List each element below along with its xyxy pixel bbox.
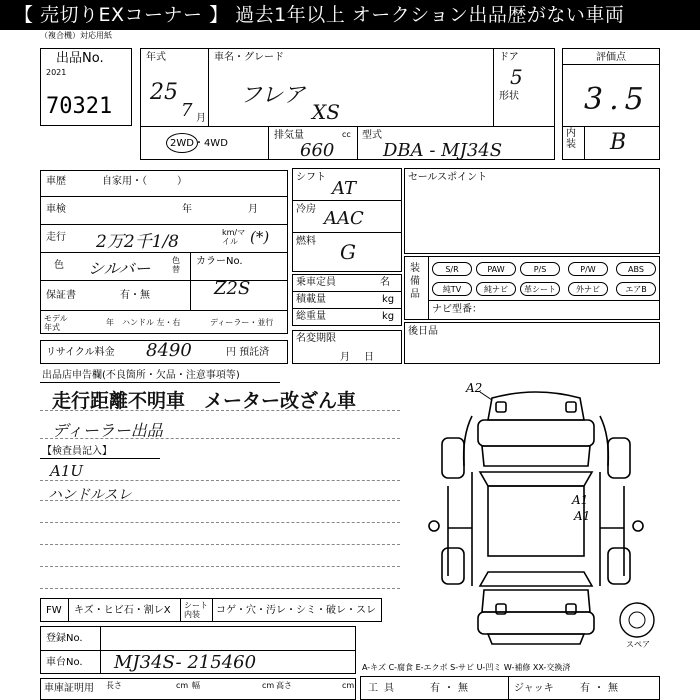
doors-label: ドア [499, 52, 519, 63]
inspector-line1: A1U [50, 462, 84, 480]
diagram-a1b: A1 [574, 509, 591, 523]
diagram-a1a: A1 [572, 493, 589, 507]
equipment-label: 装備品 [410, 263, 420, 300]
equipment-item-row2-2: 革シート [520, 282, 560, 296]
recycle-value: 8490 [146, 340, 192, 361]
history-options: 自家用・（ ） [102, 176, 187, 187]
year-month-unit: 月 [196, 113, 206, 124]
tools-label: 工具 [368, 683, 400, 694]
change-deadline-label: 名変期限 [296, 333, 336, 344]
mileage-label: 走行 [46, 232, 66, 243]
color-code: Z2S [214, 278, 251, 299]
post-install-label: 後日品 [408, 326, 438, 337]
color-label: 色 [54, 260, 64, 271]
cert-length: 長さ [106, 681, 122, 690]
color-code-label: カラーNo. [196, 256, 243, 267]
rating-label: 評価点 [596, 52, 626, 63]
equipment-item-row1-2: P/S [520, 262, 560, 276]
change-deadline-unit: 月日 [340, 352, 388, 363]
inspection-year: 年 [182, 204, 192, 215]
type-value: DBA - MJ34S [383, 140, 503, 161]
equipment-item-row1-3: P/W [568, 262, 608, 276]
shift-value: AT [332, 178, 357, 199]
sales-point-label: セールスポイント [408, 172, 488, 183]
chassis-label: 車台No. [46, 657, 83, 668]
load-label: 積載量 [296, 294, 326, 305]
load-unit: kg [382, 294, 395, 305]
inspection-month: 月 [248, 204, 258, 215]
damage-legend: A-キズ C-腐食 E-エクボ S-サビ U-凹ミ W-補修 XX-交換済 [362, 663, 571, 672]
displacement-value: 660 [300, 140, 335, 161]
model-year-handle: ハンドル 左・右 [122, 318, 181, 327]
recycle-label: リサイクル料金 [46, 347, 115, 358]
cert-unit-2: cm [262, 681, 275, 690]
post-install-box [404, 322, 660, 364]
gross-unit: kg [382, 311, 395, 322]
chassis-value: MJ34S- 215460 [114, 652, 257, 673]
model-year-dealer: ディーラー・並行 [210, 318, 274, 327]
mileage-note: (*) [250, 228, 270, 246]
warranty-options: 有・無 [120, 290, 150, 301]
lot-year-tag: 2021 [46, 68, 67, 77]
fuel-value: G [340, 240, 356, 264]
aircon-value: AAC [324, 208, 364, 229]
displacement-label: 排気量 [274, 130, 304, 141]
lot-number: 70321 [46, 94, 113, 119]
year-month: 7 [181, 100, 193, 121]
equipment-item-row1-0: S/R [432, 262, 472, 276]
warranty-label: 保証書 [46, 290, 76, 301]
registration-label: 登録No. [46, 633, 83, 644]
header-title: 【 売切りEXコーナー 】 過去1年以上 オークション出品歴がない車両 [14, 4, 625, 26]
diagram-a2: A2 [466, 381, 483, 395]
recycle-unit: 円 預託済 [226, 347, 270, 358]
color-sub: 色替 [172, 256, 180, 274]
jack-label: ジャッキ [514, 683, 554, 694]
fuel-label: 燃料 [296, 236, 316, 247]
inspector-line2: ハンドルスレ [48, 487, 132, 503]
doors-value: 5 [510, 65, 523, 89]
capacity-label: 乗車定員 [296, 277, 336, 288]
notes-line1: 走行距離不明車 メーター改ざん車 [52, 390, 357, 412]
gross-label: 総重量 [296, 311, 326, 322]
navi-label: ナビ型番： [432, 304, 482, 315]
page-header [0, 0, 700, 30]
shift-label: シフト [296, 172, 326, 183]
cert-unit-1: cm [176, 681, 189, 690]
legend-seat: シート内装 [184, 601, 208, 619]
cert-width: 幅 [192, 681, 200, 690]
equipment-item-row2-3: 外ナビ [568, 282, 608, 296]
equipment-item-row2-1: 純ナビ [476, 282, 516, 296]
capacity-unit: 名 [380, 277, 390, 288]
model-year-year: 年 [106, 318, 114, 327]
history-label: 車歴 [46, 176, 66, 187]
lot-label: 出品No. [56, 51, 104, 66]
cert-unit-3: cm [342, 681, 355, 690]
spare-label: スペア [626, 640, 650, 649]
model-grade: XS [312, 100, 340, 124]
legend-text: キズ・ヒビ石・割レX [74, 605, 171, 616]
shape-label: 形状 [499, 91, 519, 102]
interior-label: 内装 [566, 128, 576, 150]
model-name: フレア [240, 83, 306, 108]
jack-options: 有・無 [580, 683, 622, 694]
year-label: 年式 [146, 52, 166, 63]
notes-label: 出品店申告欄(不良箇所・欠品・注意事項等) [42, 370, 240, 381]
tools-options: 有・無 [430, 683, 472, 694]
year-value: 25 [150, 80, 178, 105]
legend-fw: FW [46, 605, 62, 616]
equipment-item-row2-0: 純TV [432, 282, 472, 296]
rating-value: 3.5 [584, 82, 650, 117]
displacement-unit: cc [342, 130, 351, 139]
model-label: 車名・グレード [214, 52, 284, 63]
equipment-item-row1-4: ABS [616, 262, 656, 276]
drive-circle [166, 133, 198, 153]
mileage-unit: km/マイル [222, 228, 246, 246]
aircon-label: 冷房 [296, 204, 316, 215]
equipment-item-row1-1: PAW [476, 262, 516, 276]
inspection-label: 車検 [46, 204, 66, 215]
subheader: （複合機）対応用紙 [40, 31, 112, 40]
type-label: 型式 [362, 130, 382, 141]
legend-text2: コゲ・穴・汚レ・シミ・破レ・スレ [216, 605, 376, 616]
color-value: シルバー [88, 259, 151, 278]
inspector-label: 【検査員記入】 [42, 446, 112, 457]
notes-line2: ディーラー出品 [52, 421, 163, 440]
cert-label: 車庫証明用 [44, 683, 94, 694]
interior-value: B [610, 130, 627, 155]
cert-height: 高さ [276, 681, 292, 690]
equipment-item-row2-4: エアB [616, 282, 656, 296]
mileage-value: 2万2千1/8 [96, 232, 179, 252]
model-year-label: モデル年式 [44, 314, 68, 332]
drive-label: 2WD・4WD [170, 138, 228, 149]
